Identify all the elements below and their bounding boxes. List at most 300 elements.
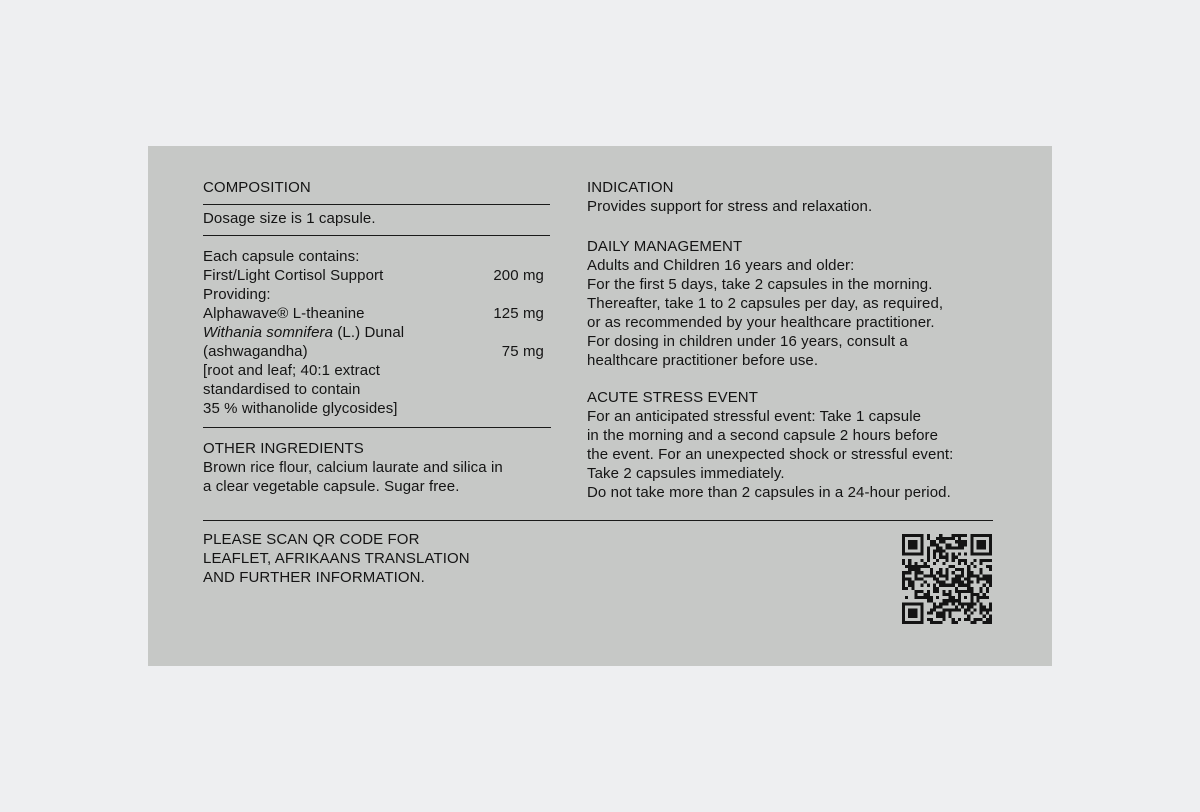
qr-module	[902, 559, 905, 562]
qr-module	[914, 540, 917, 543]
qr-module	[902, 605, 905, 608]
qr-module	[958, 568, 961, 571]
qr-module	[918, 577, 921, 580]
qr-module	[967, 605, 970, 608]
qr-module	[914, 612, 917, 615]
qr-module	[952, 618, 955, 621]
qr-module	[961, 581, 964, 584]
qr-module	[964, 618, 967, 621]
qr-module	[970, 596, 973, 599]
qr-module	[927, 599, 930, 602]
qr-module	[914, 571, 917, 574]
qr-module	[939, 615, 942, 618]
ingredient-row	[203, 285, 550, 304]
qr-module	[905, 534, 908, 537]
qr-module	[927, 556, 930, 559]
qr-module	[952, 546, 955, 549]
qr-module	[989, 553, 992, 556]
qr-module	[952, 621, 955, 624]
qr-module	[942, 615, 945, 618]
acute-stress-section	[587, 388, 997, 502]
qr-module	[967, 577, 970, 580]
qr-module	[970, 612, 973, 615]
qr-module	[980, 618, 983, 621]
qr-module	[989, 565, 992, 568]
qr-module	[958, 590, 961, 593]
qr-module	[955, 546, 958, 549]
qr-module	[983, 621, 986, 624]
qr-module	[952, 556, 955, 559]
qr-module	[970, 590, 973, 593]
qr-module	[958, 574, 961, 577]
qr-module	[973, 621, 976, 624]
qr-module	[939, 602, 942, 605]
qr-module	[964, 612, 967, 615]
acute-stress-line: For an anticipated stressful event: Take 1 capsule	[587, 408, 922, 425]
qr-module	[945, 574, 948, 577]
qr-module	[955, 568, 958, 571]
qr-module	[936, 546, 939, 549]
qr-module	[902, 587, 905, 590]
qr-module	[918, 596, 921, 599]
qr-module	[952, 602, 955, 605]
qr-module	[918, 568, 921, 571]
qr-module	[961, 574, 964, 577]
product-label-panel	[148, 146, 1052, 666]
qr-module	[911, 584, 914, 587]
qr-module	[980, 568, 983, 571]
qr-module	[980, 546, 983, 549]
qr-instructions	[203, 530, 603, 587]
qr-module	[970, 540, 973, 543]
qr-module	[949, 546, 952, 549]
qr-module	[961, 568, 964, 571]
qr-module	[908, 553, 911, 556]
qr-module	[945, 553, 948, 556]
qr-module	[952, 565, 955, 568]
qr-module	[989, 577, 992, 580]
qr-module	[921, 602, 924, 605]
qr-module	[983, 540, 986, 543]
qr-module	[949, 543, 952, 546]
other-ingredients-heading: OTHER INGREDIENTS	[203, 440, 364, 457]
qr-module	[955, 599, 958, 602]
qr-module	[908, 577, 911, 580]
qr-module	[980, 534, 983, 537]
qr-module	[983, 553, 986, 556]
qr-module	[939, 540, 942, 543]
qr-module	[942, 590, 945, 593]
qr-module	[911, 581, 914, 584]
composition-heading: COMPOSITION	[203, 179, 311, 196]
qr-module	[952, 537, 955, 540]
qr-module	[914, 615, 917, 618]
qr-module	[958, 543, 961, 546]
qr-module	[908, 540, 911, 543]
qr-module	[952, 559, 955, 562]
qr-module	[936, 537, 939, 540]
qr-module	[986, 565, 989, 568]
qr-module	[961, 584, 964, 587]
qr-module	[952, 599, 955, 602]
qr-module	[908, 602, 911, 605]
qr-module	[918, 590, 921, 593]
acute-stress-line: the event. For an unexpected shock or stressful event:	[587, 446, 954, 463]
ingredient-row	[203, 304, 550, 323]
qr-module	[914, 574, 917, 577]
qr-module	[976, 599, 979, 602]
qr-module	[902, 562, 905, 565]
qr-module	[927, 612, 930, 615]
extract-line: standardised to contain	[203, 381, 361, 398]
daily-management-line: healthcare practitioner before use.	[587, 352, 819, 369]
qr-module	[986, 553, 989, 556]
extract-line: 35 % withanolide glycosides]	[203, 400, 398, 417]
qr-module	[976, 553, 979, 556]
acute-stress-heading: ACUTE STRESS EVENT	[587, 389, 758, 406]
qr-module	[936, 615, 939, 618]
qr-module	[970, 602, 973, 605]
qr-module	[902, 608, 905, 611]
qr-module	[914, 565, 917, 568]
qr-module	[933, 621, 936, 624]
ingredient-name: First/Light Cortisol Support	[203, 267, 384, 284]
qr-module	[964, 540, 967, 543]
indication-text: Provides support for stress and relaxation.	[587, 198, 873, 215]
qr-module	[970, 605, 973, 608]
qr-module	[967, 618, 970, 621]
qr-module	[961, 571, 964, 574]
qr-module	[936, 550, 939, 553]
qr-module	[989, 568, 992, 571]
ingredient-row	[203, 342, 550, 361]
qr-module	[914, 562, 917, 565]
qr-module	[911, 608, 914, 611]
qr-module	[961, 590, 964, 593]
qr-code-icon[interactable]	[902, 534, 992, 624]
qr-module	[945, 546, 948, 549]
qr-module	[945, 559, 948, 562]
qr-module	[989, 543, 992, 546]
qr-module	[924, 596, 927, 599]
qr-module	[908, 581, 911, 584]
qr-module	[945, 593, 948, 596]
qr-module	[911, 621, 914, 624]
daily-management-line: For dosing in children under 16 years, consult a	[587, 333, 908, 350]
qr-module	[933, 543, 936, 546]
qr-module	[964, 562, 967, 565]
qr-module	[942, 550, 945, 553]
qr-module	[958, 599, 961, 602]
qr-module	[921, 534, 924, 537]
qr-module	[939, 553, 942, 556]
qr-module	[980, 608, 983, 611]
qr-module	[955, 534, 958, 537]
qr-module	[973, 565, 976, 568]
qr-module	[908, 612, 911, 615]
qr-module	[933, 602, 936, 605]
qr-module	[989, 540, 992, 543]
qr-module	[949, 590, 952, 593]
ingredient-amount: 75 mg	[501, 343, 544, 360]
qr-module	[908, 565, 911, 568]
qr-module	[927, 618, 930, 621]
qr-module	[983, 574, 986, 577]
qr-module	[914, 543, 917, 546]
qr-module	[980, 590, 983, 593]
qr-module	[933, 556, 936, 559]
qr-module	[949, 608, 952, 611]
qr-module	[949, 612, 952, 615]
qr-module	[980, 543, 983, 546]
qr-module	[973, 553, 976, 556]
qr-module	[908, 621, 911, 624]
qr-module	[949, 615, 952, 618]
qr-module	[967, 587, 970, 590]
qr-module	[989, 608, 992, 611]
daily-management-line: Thereafter, take 1 to 2 capsules per day, as required,	[587, 295, 944, 312]
qr-module	[939, 584, 942, 587]
qr-module	[989, 537, 992, 540]
qr-module	[933, 587, 936, 590]
qr-module	[976, 577, 979, 580]
qr-module	[961, 559, 964, 562]
qr-module	[945, 608, 948, 611]
qr-module	[945, 599, 948, 602]
daily-management-section	[587, 237, 997, 370]
qr-module	[949, 596, 952, 599]
qr-module	[958, 602, 961, 605]
qr-module	[989, 574, 992, 577]
qr-module	[958, 534, 961, 537]
divider	[203, 235, 550, 236]
qr-module	[958, 553, 961, 556]
qr-module	[949, 584, 952, 587]
qr-module	[958, 581, 961, 584]
qr-module	[967, 584, 970, 587]
each-capsule-text: Each capsule contains:	[203, 248, 360, 265]
qr-instruction-line: PLEASE SCAN QR CODE FOR	[203, 531, 420, 548]
qr-module	[970, 621, 973, 624]
other-ingredients-line: a clear vegetable capsule. Sugar free.	[203, 478, 460, 495]
ingredient-amount	[544, 285, 550, 304]
qr-module	[967, 615, 970, 618]
qr-module	[902, 618, 905, 621]
qr-module	[986, 618, 989, 621]
qr-module	[930, 540, 933, 543]
qr-module	[964, 543, 967, 546]
qr-module	[983, 534, 986, 537]
qr-module	[967, 602, 970, 605]
qr-module	[958, 593, 961, 596]
qr-module	[958, 596, 961, 599]
divider	[203, 427, 551, 428]
qr-module	[921, 543, 924, 546]
qr-module	[970, 587, 973, 590]
qr-module	[927, 565, 930, 568]
indication-heading: INDICATION	[587, 179, 674, 196]
withania-author: (L.) Dunal	[333, 324, 405, 341]
qr-module	[952, 596, 955, 599]
qr-module	[911, 553, 914, 556]
qr-module	[930, 574, 933, 577]
qr-module	[958, 584, 961, 587]
qr-module	[964, 553, 967, 556]
qr-module	[989, 615, 992, 618]
qr-module	[989, 534, 992, 537]
qr-module	[980, 605, 983, 608]
qr-module	[980, 602, 983, 605]
qr-module	[902, 602, 905, 605]
qr-module	[949, 593, 952, 596]
daily-management-heading: DAILY MANAGEMENT	[587, 238, 743, 255]
qr-module	[921, 615, 924, 618]
qr-module	[921, 621, 924, 624]
qr-module	[939, 556, 942, 559]
qr-module	[908, 543, 911, 546]
qr-module	[980, 587, 983, 590]
qr-module	[908, 584, 911, 587]
ingredient-row	[203, 266, 550, 285]
qr-module	[921, 612, 924, 615]
qr-module	[921, 571, 924, 574]
qr-module	[902, 537, 905, 540]
qr-module	[918, 602, 921, 605]
ingredient-amount: 125 mg	[493, 305, 544, 322]
qr-module	[914, 596, 917, 599]
qr-module	[930, 618, 933, 621]
qr-module	[964, 602, 967, 605]
qr-module	[921, 537, 924, 540]
qr-module	[914, 608, 917, 611]
qr-module	[914, 621, 917, 624]
qr-module	[908, 608, 911, 611]
qr-instruction-line: AND FURTHER INFORMATION.	[203, 569, 425, 586]
qr-module	[939, 621, 942, 624]
qr-module	[980, 577, 983, 580]
qr-module	[902, 615, 905, 618]
qr-module	[973, 559, 976, 562]
qr-module	[983, 577, 986, 580]
qr-module	[942, 556, 945, 559]
qr-module	[914, 593, 917, 596]
qr-module	[939, 574, 942, 577]
qr-module	[924, 593, 927, 596]
qr-module	[952, 571, 955, 574]
qr-module	[976, 574, 979, 577]
qr-module	[955, 556, 958, 559]
qr-module	[905, 577, 908, 580]
qr-module	[930, 571, 933, 574]
qr-module	[976, 534, 979, 537]
qr-module	[939, 605, 942, 608]
qr-module	[905, 602, 908, 605]
qr-module	[942, 581, 945, 584]
qr-module	[989, 602, 992, 605]
qr-module	[902, 546, 905, 549]
qr-module	[945, 584, 948, 587]
qr-module	[967, 568, 970, 571]
ingredient-name: Alphawave® L-theanine	[203, 305, 365, 322]
qr-module	[908, 562, 911, 565]
qr-module	[986, 574, 989, 577]
qr-module	[973, 593, 976, 596]
qr-module	[905, 596, 908, 599]
qr-module	[921, 550, 924, 553]
qr-module	[989, 546, 992, 549]
qr-module	[989, 618, 992, 621]
qr-module	[911, 546, 914, 549]
qr-module	[927, 590, 930, 593]
qr-module	[908, 615, 911, 618]
daily-management-line: Adults and Children 16 years and older:	[587, 257, 855, 274]
qr-module	[902, 534, 905, 537]
qr-module	[970, 537, 973, 540]
qr-module	[967, 608, 970, 611]
indication-section	[587, 178, 997, 216]
qr-module	[980, 571, 983, 574]
qr-module	[952, 584, 955, 587]
qr-module	[930, 599, 933, 602]
qr-module	[914, 553, 917, 556]
qr-module	[945, 543, 948, 546]
qr-module	[936, 605, 939, 608]
qr-module	[936, 587, 939, 590]
qr-module	[961, 546, 964, 549]
qr-module	[952, 534, 955, 537]
qr-module	[927, 546, 930, 549]
qr-module	[945, 568, 948, 571]
qr-module	[942, 612, 945, 615]
daily-management-line: For the first 5 days, take 2 capsules in the morning.	[587, 276, 933, 293]
qr-module	[958, 537, 961, 540]
qr-module	[945, 556, 948, 559]
ingredient-name: Providing:	[203, 286, 271, 303]
qr-module	[939, 571, 942, 574]
qr-module	[961, 540, 964, 543]
withania-line	[203, 323, 550, 342]
qr-module	[970, 553, 973, 556]
qr-module	[905, 587, 908, 590]
qr-code-graphic	[902, 534, 992, 624]
qr-module	[983, 615, 986, 618]
qr-module	[927, 574, 930, 577]
qr-module	[911, 615, 914, 618]
qr-module	[927, 550, 930, 553]
qr-module	[939, 534, 942, 537]
qr-module	[986, 534, 989, 537]
qr-module	[921, 618, 924, 621]
qr-module	[911, 602, 914, 605]
qr-module	[970, 599, 973, 602]
qr-module	[955, 581, 958, 584]
qr-module	[914, 602, 917, 605]
qr-module	[905, 621, 908, 624]
qr-module	[936, 543, 939, 546]
qr-module	[924, 581, 927, 584]
qr-module	[986, 590, 989, 593]
qr-module	[942, 599, 945, 602]
qr-module	[905, 571, 908, 574]
qr-module	[989, 559, 992, 562]
qr-module	[914, 577, 917, 580]
qr-module	[989, 550, 992, 553]
qr-module	[921, 608, 924, 611]
qr-module	[980, 612, 983, 615]
qr-module	[945, 571, 948, 574]
qr-module	[955, 577, 958, 580]
qr-module	[964, 596, 967, 599]
